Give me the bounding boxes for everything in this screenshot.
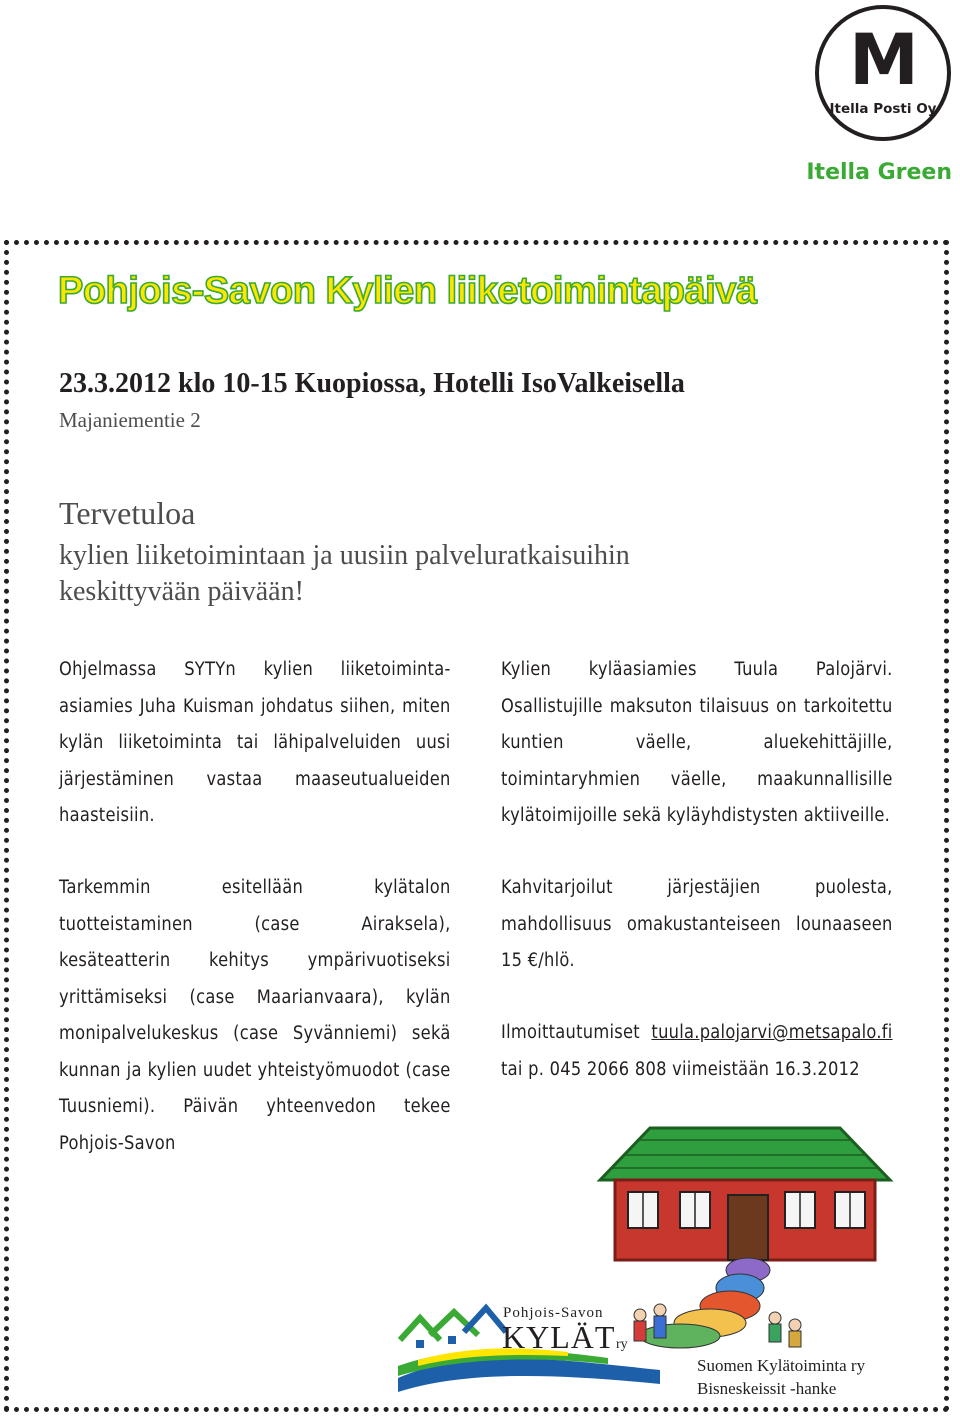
registration-suffix: tai p. 045 2066 808 viimeistään 16.3.2012 [501, 1058, 860, 1080]
welcome-subtitle [59, 538, 759, 610]
project-name: Bisneskeissit -hanke [697, 1379, 837, 1398]
kylat-logo-suffix: ry [616, 1337, 628, 1352]
event-address: Majaniementie 2 [59, 408, 201, 432]
kylat-logo-line-1: Pohjois-Savon [503, 1305, 604, 1321]
registration-email-link[interactable]: tuula.palojarvi@metsapalo.fi [651, 1022, 893, 1043]
itella-logo-name: Itella Posti Oy [829, 101, 937, 117]
itella-logo-mark: M [849, 19, 917, 101]
audience-paragraph: Kylien kyläasiamies Tuula Palojärvi. Osallistujille maksuton tilaisuus on tarkoitettu kuntien väelle, aluekehittäjille, toimintaryhmien väelle, maakunnallisille kylätoimijoille sekä kyläyhdistysten aktiiveille. [501, 659, 893, 826]
organizer-block [697, 1354, 865, 1400]
registration-paragraph [501, 1015, 893, 1088]
page-title: Pohjois-Savon Kylien liiketoimintapäivä [58, 270, 757, 312]
organizer-name: Suomen Kylätoiminta ry [697, 1356, 866, 1375]
welcome-line-2: keskittyvään päivään! [59, 576, 304, 607]
details-paragraph: Tarkemmin esitellään kylätalon tuotteistaminen (case Airaksela), kesäteatterin kehitys ympärivuotiseksi yrittämiseksi (case Maarianvaara), kylän monipalvelukeskus (case Syvänniemi) sekä kunnan ja kylien uudet yhteistyömuodot (case Tuusniemi). Päivän yhteenvedon tekee Pohjois-Savon [59, 877, 451, 1154]
pohjois-savon-kylat-logo [398, 1300, 660, 1400]
kylat-logo-line-2: KYLÄT [502, 1319, 616, 1355]
itella-logo [815, 5, 951, 141]
welcome-title: Tervetuloa [59, 495, 196, 531]
catering-paragraph: Kahvitarjoilut järjestäjien puolesta, mahdollisuus omakustanteiseen lounaaseen 15 €/hlö. [501, 877, 893, 971]
event-date-line: 23.3.2012 klo 10-15 Kuopiossa, Hotelli IsoValkeisella [59, 368, 685, 399]
registration-prefix: Ilmoittautumiset [501, 1022, 652, 1043]
welcome-line-1: kylien liiketoimintaan ja uusiin palveluratkaisuihin [59, 540, 630, 571]
program-paragraph: Ohjelmassa SYTYn kylien liiketoiminta-asiamies Juha Kuisman johdatus siihen, miten kylän liiketoiminta tai lähipalveluiden uusi järjestäminen vastaa maaseutualueiden haasteisiin. [59, 659, 451, 826]
brand-label: Itella Green [806, 160, 952, 185]
